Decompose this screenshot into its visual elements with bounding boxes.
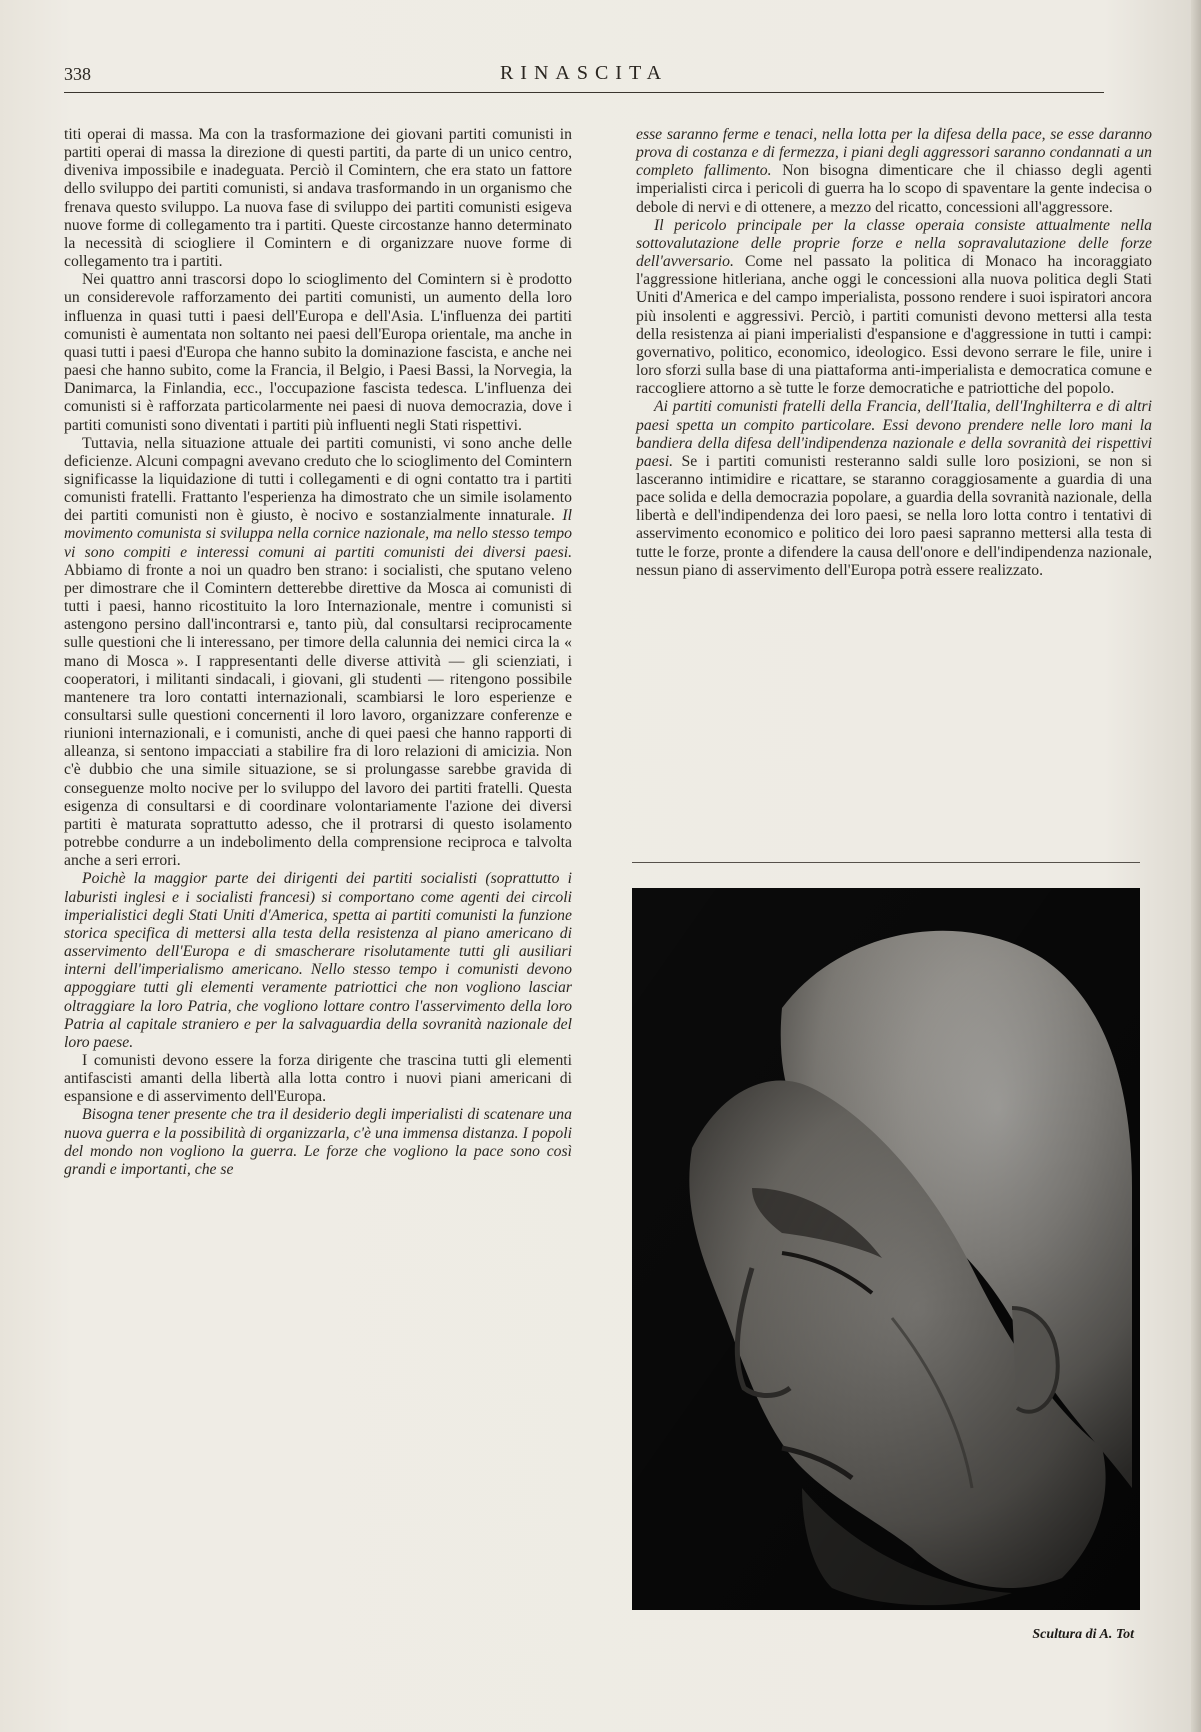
italic-emphasis: esse saranno ferme e tenaci, nella lotta per la difesa della pace, se esse daranno prova di costanza e di fermezza, i piani degli aggressori saranno condannati a un completo fallimento. (636, 126, 1152, 180)
binding-edge (1191, 0, 1201, 1732)
paragraph (636, 217, 1152, 399)
magazine-title: RINASCITA (499, 62, 669, 84)
paragraph: I comunisti devono essere la forza dirigente che trascina tutti gli elementi antifascisti amanti della libertà alla lotta contro i nuovi piani americani di espansione e di asservimento dell'Europa. (64, 1051, 572, 1106)
left-text-column (64, 126, 572, 1179)
sculpture-photo (632, 888, 1140, 1610)
figure-caption: Scultura di A. Tot (1032, 1627, 1134, 1642)
paragraph: titi operai di massa. Ma con la trasformazione dei giovani partiti comunisti in partiti operai di massa la direzione di questi partiti, da parte di un unico centro, diveniva impossibile e inadeguata. Perciò il Comintern, che era stato un fattore dello sviluppo dei partiti comunisti, si andava trasformando in un organismo che frenava questo sviluppo. La nuova fase di sviluppo dei partiti comunisti esigeva nuove forme di collegamento tra i partiti. Queste circostanze hanno determinato la necessità di sciogliere il Comintern e di organizzare nuove forme di collegamento tra i partiti. (64, 126, 572, 271)
paragraph: Poichè la maggior parte dei dirigenti dei partiti socialisti (soprattutto i laburisti inglesi e i socialisti francesi) si comportano come agenti dei circoli imperialistici degli Stati Uniti d'America, spetta ai partiti comunisti la funzione storica specifica di mettersi alla testa della resistenza al piano americano di asservimento dell'Europa e di smascherare risolutamente tutti gli ausiliari interni dell'imperialismo americano. Nello stesso tempo i comunisti devono appoggiare tutti gli elementi veramente patriottici che non vogliono lasciar oltraggiare la loro Patria, che vogliono lottare contro l'asservimento della loro Patria al capitale straniero e per la salvaguardia della sovranità nazionale del loro paese. (64, 870, 572, 1051)
paragraph-tail-text: Come nel passato la politica di Monaco ha incoraggiato l'aggressione hitleriana, anche oggi le concessioni alla nuova politica degli Stati Uniti d'America e del campo imperialista, possono rendere i suoi ispiratori ancora più insolenti e aggressivi. Perciò, i partiti comunisti devono mettersi alla testa della resistenza ai piani imperialisti d'espansione e d'aggressione in tutti i campi: governativo, politico, economico, ideologico. Essi devono serrare le file, unire i loro sforzi sulla base di una piattaforma anti-imperialista e democratica comune e raccogliere attorno a sè tutte le forze democratiche e patriottiche del popolo. (636, 253, 1152, 398)
page-number: 338 (64, 64, 91, 84)
paragraph-tail-text: Se i partiti comunisti resteranno saldi sulle loro posizioni, se non si lasceranno intimidire e ricattare, se staranno coraggiosamente a guardia di una pace solida e della democrazia popolare, a guardia della sovranità nazionale, della libertà e dell'indipendenza dei loro paesi, se nella loro lotta contro i tentativi di asservimento economico e politico dei loro paesi sapranno mettersi alla testa di tutte le forze, pronte a difendere la causa dell'onore e dell'indipendenza nazionale, nessun piano di asservimento dell'Europa potrà essere realizzato. (636, 452, 1152, 579)
paragraph (64, 435, 572, 871)
paragraph (636, 126, 1152, 217)
right-text-column (636, 126, 1152, 580)
paragraph-tail-text: Abbiamo di fronte a noi un quadro ben strano: i socialisti, che sputano veleno per dimostrare che il Comintern detterebbe direttive da Mosca ai comunisti di tutti i paesi, hanno ricostituito la loro Internazionale, mentre i comunisti si astengono persino dall'incontrarsi e, tanto più, dal consultarsi reciprocamente sulle questioni che li interessano, per timore della calunnia dei nemici circa la « mano di Mosca ». I rappresentanti delle diverse attività — gli scienziati, i cooperatori, i militanti sindacali, i giovani, gli studenti — ritengono possibile mantenere tra loro contatti internazionali, scambiarsi le loro esperienze e consultarsi sulle questioni concernenti il loro lavoro, organizzare conferenze e riunioni internazionali, e i comunisti, anche di quei paesi che hanno rapporti di alleanza, si sentono impacciati a stabilire fra di loro relazioni di amicizia. Non c'è dubbio che una simile situazione, se si prolungasse sarebbe gravida di conseguenze molto nocive per lo sviluppo del lavoro dei partiti fratelli. Questa esigenza di consultarsi e di coordinare volontariamente l'azione dei diversi partiti è maturata soprattutto adesso, che il protrarsi di questo isolamento potrebbe condurre a un indebolimento della comprensione reciproca e talvolta anche a seri errori. (64, 561, 572, 870)
paragraph: Nei quattro anni trascorsi dopo lo scioglimento del Comintern si è prodotto un considerevole rafforzamento dei partiti comunisti, un aumento della loro influenza in quasi tutti i paesi dell'Europa e dell'Asia. L'influenza dei partiti comunisti è aumentata non soltanto nei paesi dell'Europa orientale, ma anche in quasi tutti i paesi d'Europa che hanno subito la dominazione fascista, e anche nei paesi che hanno subito, come la Francia, il Belgio, i Paesi Bassi, la Norvegia, la Danimarca, la Finlandia, ecc., l'occupazione fascista tedesca. L'influenza dei comunisti si è rafforzata particolarmente nei paesi di nuova democrazia, dove i partiti comunisti sono diventati i partiti più influenti negli Stati rispettivi. (64, 271, 572, 434)
paragraph-lead-text: Tuttavia, nella situazione attuale dei partiti comunisti, vi sono anche delle deficienze. Alcuni compagni avevano creduto che lo scioglimento del Comintern significasse la liquidazione di tutti i collegamenti e di ogni contatto tra i partiti comunisti fratelli. Frattanto l'esperienza ha dimostrato che un simile isolamento dei partiti comunisti non è giusto, è nocivo e sostanzialmente innaturale. (64, 434, 572, 525)
page-header (64, 62, 1104, 92)
italic-emphasis: Ai partiti comunisti fratelli della Francia, dell'Italia, dell'Inghilterra e di altri paesi spetta un compito particolare. Essi devono prendere nelle loro mani la bandiera della difesa dell'indipendenza nazionale e della sovranità dei rispettivi paesi. (636, 398, 1152, 470)
paragraph (636, 398, 1152, 580)
column-divider (632, 862, 1140, 863)
paragraph: Bisogna tener presente che tra il desiderio degli imperialisti di scatenare una nuova guerra e la possibilità di organizzarla, c'è una immensa distanza. I popoli del mondo non vogliono la guerra. Le forze che vogliono la pace sono così grandi e importanti, che se (64, 1106, 572, 1178)
paragraph-tail-text: Non bisogna dimenticare che il chiasso degli agenti imperialisti circa i pericoli di guerra ha lo scopo di spaventare la gente indecisa o debole di nervi e di ottenere, a mezzo del ricatto, concessioni all'aggressore. (636, 162, 1152, 216)
italic-emphasis: Il movimento comunista si sviluppa nella cornice nazionale, ma nello stesso tempo vi sono compiti e interessi comuni ai partiti comunisti dei diversi paesi. (64, 507, 572, 561)
italic-emphasis: Il pericolo principale per la classe operaia consiste attualmente nella sottovalutazione delle proprie forze e nella sopravalutazione delle forze dell'avversario. (636, 216, 1152, 271)
header-rule (64, 92, 1104, 93)
sculpture-head-photo-icon (632, 888, 1140, 1610)
